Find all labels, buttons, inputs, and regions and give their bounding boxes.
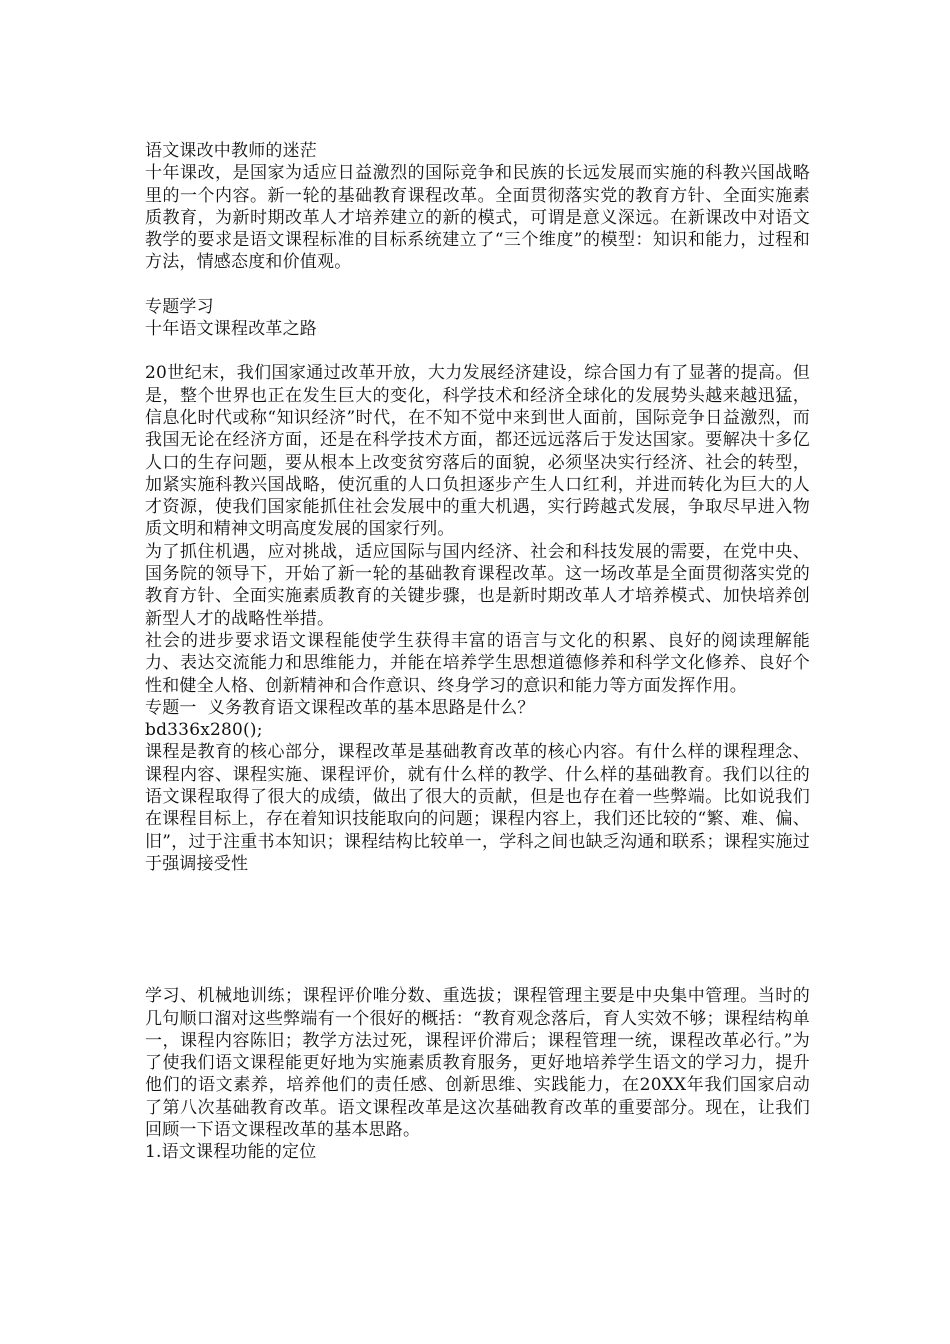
body-paragraph: 为了抓住机遇，应对挑战，适应国际与国内经济、社会和科技发展的需要，在党中央、国务院的领导下，开始了新一轮的基础教育课程改革。这一场改革是全面贯彻落实党的教育方针、全面实施素质教育的关键步骤，也是新时期改革人才培养模式、加快培养创新型人才的战略性举措。	[145, 541, 810, 629]
continued-paragraph: 学习、机械地训练；课程评价唯分数、重选拔；课程管理主要是中央集中管理。当时的几句顺口溜对这些弊端有一个很好的概括：“教育观念落后，育人实效不够；课程结构单一，课程内容陈旧；教学方法过死，课程评价滞后；课程管理一统，课程改革必行。”为了使我们语文课程能更好地为实施素质教育服务，更好地培养学生语文的学习力，提升他们的语文素养，培养他们的责任感、创新思维、实践能力，在20XX年我们国家启动了第八次基础教育改革。语文课程改革是这次基础教育改革的重要部分。现在，让我们回顾一下语文课程改革的基本思路。	[145, 986, 810, 1140]
document-title: 语文课改中教师的迷茫	[145, 141, 317, 161]
ad-code-text: bd336x280();	[145, 720, 263, 741]
page-break-spacer	[145, 875, 810, 985]
spacer	[145, 274, 810, 296]
document-page	[145, 140, 810, 1164]
topic-heading: 专题一 义务教育语文课程改革的基本思路是什么？	[145, 697, 535, 718]
subheading: 1.语文课程功能的定位	[145, 1142, 317, 1163]
intro-paragraph: 十年课改，是国家为适应日益激烈的国际竞争和民族的长远发展而实施的科教兴国战略里的一个内容。新一轮的基础教育课程改革。全面贯彻落实党的教育方针、全面实施素质教育，为新时期改革人才培养建立的新的模式，可谓是意义深远。在新课改中对语文教学的要求是语文课程标准的目标系统建立了“三个维度”的模型：知识和能力，过程和方法，情感态度和价值观。	[145, 163, 810, 273]
spacer	[145, 340, 810, 362]
topic-body-paragraph: 课程是教育的核心部分，课程改革是基础教育改革的核心内容。有什么样的课程理念、课程内容、课程实施、课程评价，就有什么样的教学、什么样的基础教育。我们以往的语文课程取得了很大的成绩，做出了很大的贡献，但是也存在着一些弊端。比如说我们在课程目标上，存在着知识技能取向的问题；课程内容上，我们还比较的“繁、难、偏、旧”，过于注重书本知识；课程结构比较单一，学科之间也缺乏沟通和联系；课程实施过于强调接受性	[145, 742, 810, 874]
body-paragraph: 社会的进步要求语文课程能使学生获得丰富的语言与文化的积累、良好的阅读理解能力、表达交流能力和思维能力，并能在培养学生思想道德修养和科学文化修养、良好个性和健全人格、创新精神和合作意识、终身学习的意识和能力等方面发挥作用。	[145, 630, 810, 696]
section-label: 专题学习	[145, 296, 214, 317]
section-title: 十年语文课程改革之路	[145, 319, 317, 340]
body-paragraph: 20世纪末，我们国家通过改革开放，大力发展经济建设，综合国力有了显著的提高。但是，整个世界也正在发生巨大的变化，科学技术和经济全球化的发展势头越来越迅猛，信息化时代或称“知识经济”时代，在不知不觉中来到世人面前，国际竞争日益激烈，而我国无论在经济方面，还是在科学技术方面，都还远远落后于发达国家。要解决十多亿人口的生存问题，要从根本上改变贫穷落后的面貌，必须坚决实行经济、社会的转型，加紧实施科教兴国战略，使沉重的人口负担逐步产生人口红利，并进而转化为巨大的人才资源，使我们国家能抓住社会发展中的重大机遇，实行跨越式发展，争取尽早进入物质文明和精神文明高度发展的国家行列。	[145, 363, 810, 540]
